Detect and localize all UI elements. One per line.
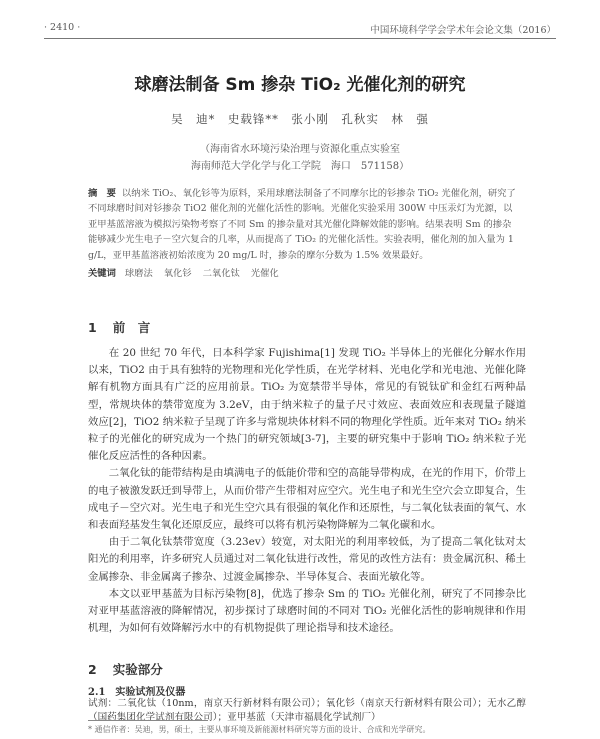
header-rule xyxy=(44,38,556,39)
section-1-body xyxy=(88,345,526,637)
abstract-label: 摘 要 xyxy=(88,188,116,199)
subsection-number: 2.1 xyxy=(88,687,106,698)
section-number: 2 xyxy=(88,662,97,677)
page-number: · 2410 · xyxy=(44,22,81,33)
running-header xyxy=(44,22,556,40)
subsection-title: 实验试剂及仪器 xyxy=(115,687,186,698)
section-title: 前 言 xyxy=(112,320,151,335)
author-list: 吴 迪* 史载锋** 张小刚 孔秋实 林 强 xyxy=(171,112,429,126)
keywords xyxy=(88,265,518,279)
paragraph: 由于二氧化钛禁带宽度（3.23ev）较宽，对太阳光的利用率较低，为了提高二氧化钛对太阳光的利用率，许多研究人员通过对二氧化钛进行改性，常见的改性方法有：贵金属沉积、稀土金属掺杂、非金属离子掺杂、过渡金属掺杂、半导体复合、表面光敏化等。 xyxy=(88,536,526,583)
section-2-heading xyxy=(88,660,163,678)
keyword: 球磨法 xyxy=(124,268,153,279)
keywords-label: 关键词 xyxy=(88,268,116,279)
footnote-rule xyxy=(88,720,208,721)
subsection-2-1-heading xyxy=(88,683,185,698)
abstract xyxy=(88,186,518,263)
footnote: * 通信作者：吴迪，男，硕士，主要从事环境及新能源材料研究等方面的设计、合成和光学研究。 xyxy=(88,725,431,734)
section-1-heading xyxy=(88,318,150,336)
paragraph: 二氧化钛的能带结构是由填满电子的低能价带和空的高能导带构成，在光的作用下，价带上的电子被激发跃迁到导带上，从而价带产生带相对应空穴。光生电子和光生空穴会立即复合，生成电子－空穴对。光生电子和光生空穴具有很强的氧化作和还原性，与二氧化钛表面的氧气、水和表面羟基发生氧化还原反应，最终可以将有机污染物降解为二氧化碳和水。 xyxy=(88,467,526,532)
affiliation-line-1: （海南省水环境污染治理与资源化重点实验室 xyxy=(200,144,400,155)
keyword: 二氧化钛 xyxy=(202,268,240,279)
abstract-text: 以纳米 TiO₂、氧化钐等为原料，采用球磨法制备了不同摩尔比的钐掺杂 TiO₂ 光催化剂，研究了不同球磨时间对钐掺杂 TiO2 催化剂的光催化活性的影响。光催化实验采用 300W 中压汞灯为光源，以亚甲基蓝溶液为模拟污染物考察了不同 Sm 的掺杂量对其光催化降解效能的影响。结果表明 Sm 的掺杂能够减少光生电子－空穴复合的几率，从而提高了 TiO₂ 的光催化活性。实验表明，催化剂的加入量为 1 g/L，亚甲基蓝溶液初始浓度为 20 mg/L 时，掺杂的摩尔分数为 1.5% 效果最好。 xyxy=(88,188,516,261)
paragraph: 在 20 世纪 70 年代，日本科学家 Fujishima[1] 发现 TiO₂ 半导体上的光催化分解水作用以来，TiO2 由于具有独特的光物理和光化学性质，在光学材料、光电化学和光电池、光催化降解有机物方面具有广泛的应用前景。TiO₂ 为宽禁带半导体，常见的有锐钛矿和金红石两种晶型，常规块体的禁带宽度为 3.2eV，由于纳米粒子的量子尺寸效应、表面效应和表现量子隧道效应[2]，TiO2 纳米粒子呈现了许多与常规块体材料不同的物理化学性质。近年来对 TiO₂ 纳米粒子的光催化的研究成为一个热门的研究领域[3-7]，主要的研究集中于影响 TiO₂ 纳米粒子光催化反应活性的各种因素。 xyxy=(88,347,526,463)
keyword: 光催化 xyxy=(250,268,279,279)
section-number: 1 xyxy=(88,320,97,335)
affiliation-line-2: 海南师范大学化学与化工学院 海口 571158） xyxy=(190,161,410,172)
keyword: 氧化钐 xyxy=(163,268,192,279)
paper-title: 球磨法制备 Sm 掺杂 TiO₂ 光催化剂的研究 xyxy=(134,75,466,95)
section-title: 实验部分 xyxy=(112,662,163,677)
journal-name: 中国环境科学学会学术年会论文集（2016） xyxy=(370,25,556,36)
paragraph: 试剂：二氧化钛（10nm，南京天行新材料有限公司）；氧化钐（南京天行新材料有限公司）；无水乙醇（国药集团化学试剂有限公司）；亚甲基蓝（天津市福晨化学试剂厂） xyxy=(88,698,526,723)
paragraph: 本文以亚甲基蓝为目标污染物[8]，优选了掺杂 Sm 的 TiO₂ 光催化剂，研究了不同掺杂比对亚甲基蓝溶液的降解情况，初步探讨了球磨时间的不同对 TiO₂ 光催化活性的影响规律和作用机理，为如何有效降解污水中的有机物提供了理论指导和技术途径。 xyxy=(88,587,526,635)
